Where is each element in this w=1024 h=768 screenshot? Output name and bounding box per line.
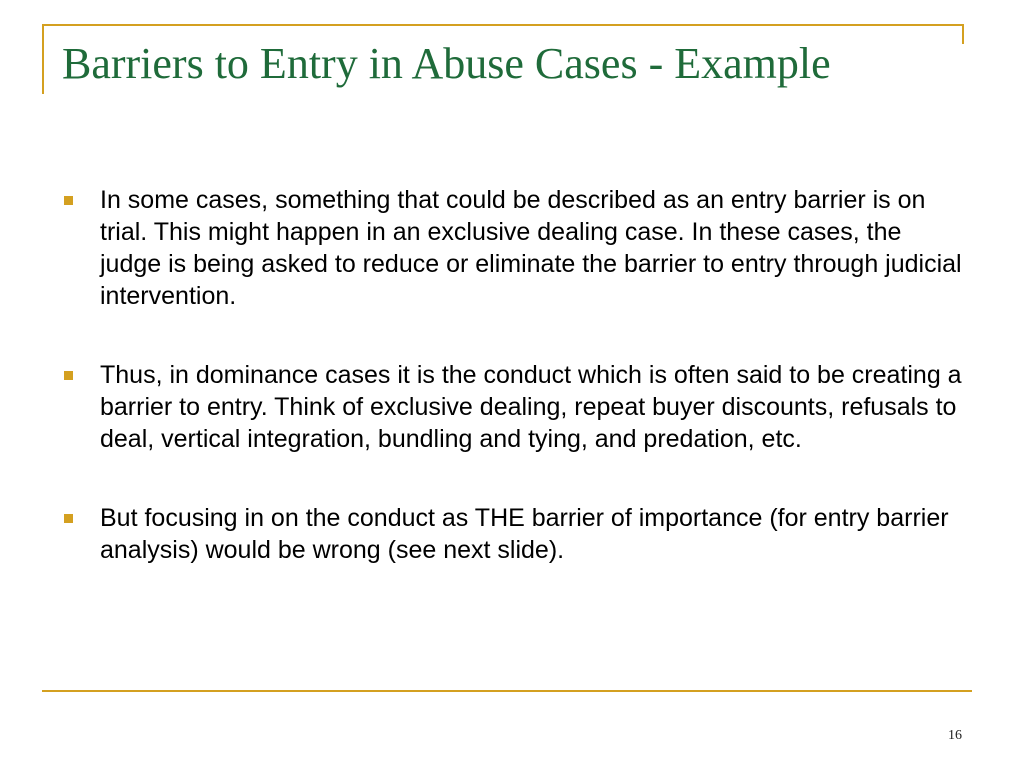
right-border-line (962, 24, 964, 44)
bullet-text: In some cases, something that could be described as an entry barrier is on trial. This might happen in an exclusive dealing case. In these cases, the judge is being asked to reduce or eliminate the barrier to entry through judicial intervention. (100, 186, 962, 310)
slide-title: Barriers to Entry in Abuse Cases - Example (62, 39, 831, 88)
bullet-list (64, 184, 964, 613)
left-border-line (42, 24, 44, 94)
bullet-text: But focusing in on the conduct as THE barrier of importance (for entry barrier analysis) would be wrong (see next slide). (100, 504, 949, 564)
page-number: 16 (948, 728, 962, 743)
bullet-text: Thus, in dominance cases it is the conduct which is often said to be creating a barrier to entry. Think of exclusive dealing, repeat buyer discounts, refusals to deal, vertical integration, bundling and tying, and predation, etc. (100, 361, 962, 453)
bullet-item (64, 359, 964, 455)
bullet-item (64, 502, 964, 566)
top-border-line (42, 24, 964, 26)
square-bullet-icon (64, 371, 73, 380)
square-bullet-icon (64, 196, 73, 205)
footer-divider (42, 690, 972, 692)
square-bullet-icon (64, 514, 73, 523)
bullet-item (64, 184, 964, 312)
